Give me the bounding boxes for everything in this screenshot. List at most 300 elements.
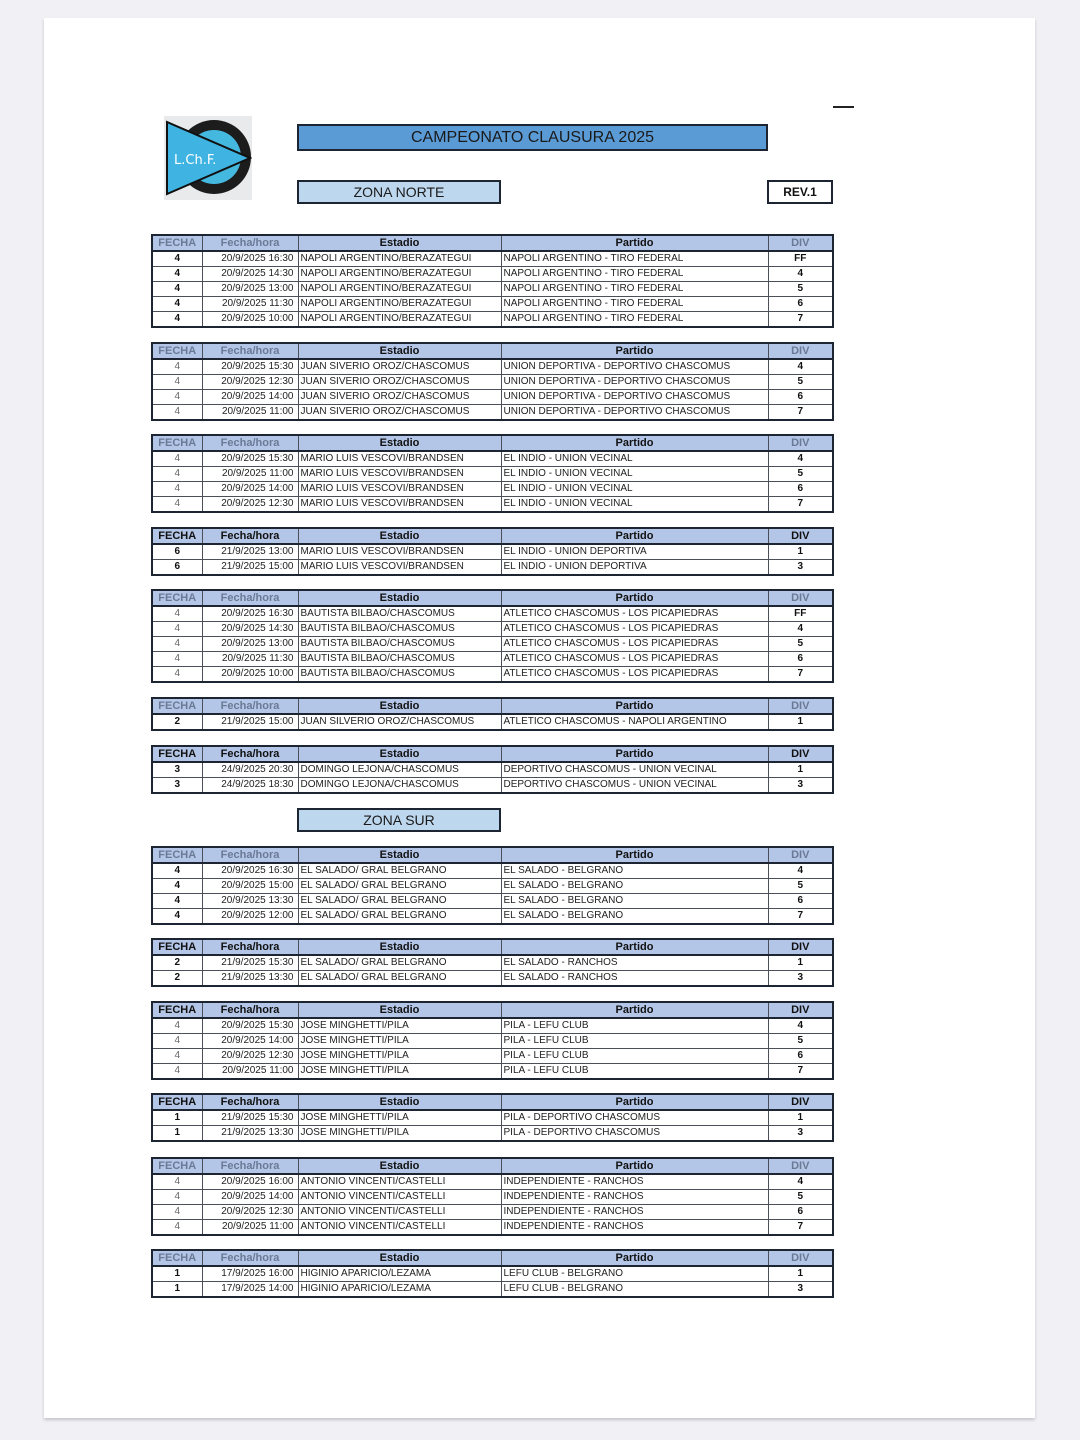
column-header-fecha: FECHA <box>152 528 202 544</box>
column-header-fecha-hora: Fecha/hora <box>202 435 298 451</box>
cell-estadio: MARIO LUIS VESCOVI/BRANDSEN <box>298 467 501 482</box>
column-header-fecha: FECHA <box>152 435 202 451</box>
table-row <box>152 451 833 467</box>
cell-estadio: JUAN SIVERIO OROZ/CHASCOMUS <box>298 359 501 375</box>
cell-partido: EL INDIO - UNION VECINAL <box>501 497 768 513</box>
schedule-table <box>151 938 834 987</box>
cell-div: 5 <box>768 879 833 894</box>
schedule-table <box>151 342 834 421</box>
cell-div: 5 <box>768 1190 833 1205</box>
schedule-table <box>151 1249 834 1298</box>
cell-fecha-hora: 20/9/2025 14:00 <box>202 482 298 497</box>
column-header-fecha: FECHA <box>152 746 202 762</box>
cell-estadio: EL SALADO/ GRAL BELGRANO <box>298 955 501 971</box>
cell-partido: EL SALADO - BELGRANO <box>501 909 768 925</box>
cell-partido: INDEPENDIENTE - RANCHOS <box>501 1220 768 1236</box>
table-row <box>152 467 833 482</box>
cell-fecha-hora: 20/9/2025 12:30 <box>202 1049 298 1064</box>
cell-fecha: 4 <box>152 637 202 652</box>
column-header-fecha: FECHA <box>152 1094 202 1110</box>
cell-partido: NAPOLI ARGENTINO - TIRO FEDERAL <box>501 282 768 297</box>
cell-estadio: MARIO LUIS VESCOVI/BRANDSEN <box>298 544 501 560</box>
cell-partido: NAPOLI ARGENTINO - TIRO FEDERAL <box>501 267 768 282</box>
cell-fecha-hora: 21/9/2025 15:00 <box>202 714 298 730</box>
table-row <box>152 1018 833 1034</box>
table-row <box>152 714 833 730</box>
cell-estadio: BAUTISTA BILBAO/CHASCOMUS <box>298 637 501 652</box>
cell-estadio: ANTONIO VINCENTI/CASTELLI <box>298 1205 501 1220</box>
table-header-row <box>152 1094 833 1110</box>
cell-estadio: JOSE MINGHETTI/PILA <box>298 1126 501 1142</box>
cell-fecha-hora: 20/9/2025 12:00 <box>202 909 298 925</box>
cell-partido: ATLETICO CHASCOMUS - NAPOLI ARGENTINO <box>501 714 768 730</box>
table-header-row <box>152 698 833 714</box>
column-header-partido: Partido <box>501 235 768 251</box>
table-row <box>152 359 833 375</box>
column-header-fecha: FECHA <box>152 343 202 359</box>
cell-fecha-hora: 20/9/2025 15:30 <box>202 451 298 467</box>
column-header-div: DIV <box>768 847 833 863</box>
cell-div: 6 <box>768 482 833 497</box>
cell-div: 4 <box>768 267 833 282</box>
cell-estadio: JUAN SIVERIO OROZ/CHASCOMUS <box>298 375 501 390</box>
table-row <box>152 606 833 622</box>
cell-fecha-hora: 20/9/2025 15:30 <box>202 1018 298 1034</box>
cell-partido: EL INDIO - UNION DEPORTIVA <box>501 560 768 576</box>
schedule-table <box>151 234 834 328</box>
cell-fecha-hora: 20/9/2025 16:30 <box>202 251 298 267</box>
cell-partido: LEFU CLUB - BELGRANO <box>501 1266 768 1282</box>
column-header-fecha-hora: Fecha/hora <box>202 1250 298 1266</box>
cell-div: 7 <box>768 312 833 328</box>
cell-fecha: 4 <box>152 652 202 667</box>
cell-fecha: 2 <box>152 714 202 730</box>
column-header-fecha-hora: Fecha/hora <box>202 343 298 359</box>
cell-estadio: MARIO LUIS VESCOVI/BRANDSEN <box>298 497 501 513</box>
cell-partido: NAPOLI ARGENTINO - TIRO FEDERAL <box>501 297 768 312</box>
cell-estadio: JOSE MINGHETTI/PILA <box>298 1034 501 1049</box>
cell-div: FF <box>768 251 833 267</box>
column-header-div: DIV <box>768 1002 833 1018</box>
column-header-div: DIV <box>768 590 833 606</box>
table-row <box>152 637 833 652</box>
cell-fecha-hora: 17/9/2025 14:00 <box>202 1282 298 1298</box>
cell-fecha-hora: 20/9/2025 12:30 <box>202 375 298 390</box>
table-row <box>152 251 833 267</box>
table-header-row <box>152 1158 833 1174</box>
cell-partido: EL INDIO - UNION VECINAL <box>501 482 768 497</box>
cell-fecha: 1 <box>152 1126 202 1142</box>
cell-fecha: 6 <box>152 544 202 560</box>
cell-div: 4 <box>768 359 833 375</box>
table-row <box>152 497 833 513</box>
cell-partido: EL SALADO - BELGRANO <box>501 863 768 879</box>
cell-estadio: JOSE MINGHETTI/PILA <box>298 1064 501 1080</box>
schedule-table <box>151 745 834 794</box>
table-header-row <box>152 1002 833 1018</box>
cell-div: 5 <box>768 467 833 482</box>
schedule-table <box>151 1157 834 1236</box>
cell-div: 7 <box>768 405 833 421</box>
cell-estadio: DOMINGO LEJONA/CHASCOMUS <box>298 762 501 778</box>
table-row <box>152 1110 833 1126</box>
cell-div: 1 <box>768 544 833 560</box>
cell-div: 4 <box>768 1018 833 1034</box>
zone-sur-label: ZONA SUR <box>297 808 501 832</box>
cell-estadio: BAUTISTA BILBAO/CHASCOMUS <box>298 652 501 667</box>
cell-partido: PILA - LEFU CLUB <box>501 1018 768 1034</box>
cell-fecha: 4 <box>152 606 202 622</box>
cell-fecha: 4 <box>152 467 202 482</box>
column-header-partido: Partido <box>501 343 768 359</box>
cell-fecha: 4 <box>152 451 202 467</box>
table-header-row <box>152 847 833 863</box>
cell-fecha: 4 <box>152 1064 202 1080</box>
cell-partido: ATLETICO CHASCOMUS - LOS PICAPIEDRAS <box>501 606 768 622</box>
cell-fecha: 4 <box>152 1018 202 1034</box>
cell-fecha: 1 <box>152 1110 202 1126</box>
cell-partido: EL INDIO - UNION DEPORTIVA <box>501 544 768 560</box>
cell-div: FF <box>768 606 833 622</box>
column-header-partido: Partido <box>501 698 768 714</box>
column-header-estadio: Estadio <box>298 1094 501 1110</box>
table-header-row <box>152 746 833 762</box>
cell-fecha-hora: 20/9/2025 10:00 <box>202 312 298 328</box>
cell-div: 3 <box>768 1126 833 1142</box>
table-header-row <box>152 435 833 451</box>
cell-div: 4 <box>768 622 833 637</box>
cell-estadio: BAUTISTA BILBAO/CHASCOMUS <box>298 667 501 683</box>
cell-estadio: NAPOLI ARGENTINO/BERAZATEGUI <box>298 282 501 297</box>
column-header-fecha: FECHA <box>152 939 202 955</box>
column-header-div: DIV <box>768 1094 833 1110</box>
cell-fecha: 6 <box>152 560 202 576</box>
table-row <box>152 1282 833 1298</box>
cell-estadio: HIGINIO APARICIO/LEZAMA <box>298 1266 501 1282</box>
column-header-estadio: Estadio <box>298 528 501 544</box>
column-header-estadio: Estadio <box>298 1158 501 1174</box>
cell-estadio: NAPOLI ARGENTINO/BERAZATEGUI <box>298 251 501 267</box>
cell-estadio: EL SALADO/ GRAL BELGRANO <box>298 971 501 987</box>
cell-div: 6 <box>768 297 833 312</box>
cell-div: 5 <box>768 637 833 652</box>
column-header-partido: Partido <box>501 435 768 451</box>
column-header-fecha: FECHA <box>152 590 202 606</box>
column-header-fecha-hora: Fecha/hora <box>202 1094 298 1110</box>
cell-estadio: MARIO LUIS VESCOVI/BRANDSEN <box>298 560 501 576</box>
column-header-div: DIV <box>768 343 833 359</box>
cell-fecha: 4 <box>152 1174 202 1190</box>
cell-fecha: 4 <box>152 251 202 267</box>
column-header-fecha: FECHA <box>152 1250 202 1266</box>
cell-fecha-hora: 20/9/2025 11:30 <box>202 652 298 667</box>
cell-partido: EL SALADO - BELGRANO <box>501 894 768 909</box>
cell-partido: DEPORTIVO CHASCOMUS - UNION VECINAL <box>501 762 768 778</box>
cell-div: 6 <box>768 390 833 405</box>
column-header-fecha-hora: Fecha/hora <box>202 698 298 714</box>
column-header-partido: Partido <box>501 746 768 762</box>
cell-div: 7 <box>768 1064 833 1080</box>
cell-fecha-hora: 20/9/2025 14:00 <box>202 1190 298 1205</box>
cell-fecha-hora: 20/9/2025 15:30 <box>202 359 298 375</box>
column-header-estadio: Estadio <box>298 235 501 251</box>
cell-fecha-hora: 20/9/2025 11:00 <box>202 1220 298 1236</box>
cell-div: 1 <box>768 1110 833 1126</box>
column-header-estadio: Estadio <box>298 1250 501 1266</box>
table-row <box>152 909 833 925</box>
cell-fecha-hora: 20/9/2025 14:00 <box>202 390 298 405</box>
table-row <box>152 1064 833 1080</box>
table-row <box>152 1220 833 1236</box>
schedule-table <box>151 1093 834 1142</box>
column-header-fecha: FECHA <box>152 847 202 863</box>
cell-estadio: BAUTISTA BILBAO/CHASCOMUS <box>298 606 501 622</box>
table-header-row <box>152 343 833 359</box>
column-header-estadio: Estadio <box>298 590 501 606</box>
cell-partido: UNION DEPORTIVA - DEPORTIVO CHASCOMUS <box>501 390 768 405</box>
cell-estadio: NAPOLI ARGENTINO/BERAZATEGUI <box>298 267 501 282</box>
cell-fecha-hora: 20/9/2025 16:00 <box>202 1174 298 1190</box>
cell-partido: PILA - LEFU CLUB <box>501 1049 768 1064</box>
cell-fecha: 4 <box>152 1034 202 1049</box>
column-header-estadio: Estadio <box>298 435 501 451</box>
column-header-estadio: Estadio <box>298 847 501 863</box>
column-header-partido: Partido <box>501 1158 768 1174</box>
cell-estadio: ANTONIO VINCENTI/CASTELLI <box>298 1220 501 1236</box>
column-header-div: DIV <box>768 528 833 544</box>
cell-div: 6 <box>768 1205 833 1220</box>
column-header-partido: Partido <box>501 939 768 955</box>
cell-fecha: 4 <box>152 405 202 421</box>
cell-estadio: EL SALADO/ GRAL BELGRANO <box>298 894 501 909</box>
cell-estadio: JUAN SIVERIO OROZ/CHASCOMUS <box>298 390 501 405</box>
league-logo <box>164 116 252 200</box>
cell-fecha-hora: 20/9/2025 14:00 <box>202 1034 298 1049</box>
cell-partido: EL INDIO - UNION VECINAL <box>501 451 768 467</box>
column-header-fecha-hora: Fecha/hora <box>202 1158 298 1174</box>
cell-partido: INDEPENDIENTE - RANCHOS <box>501 1205 768 1220</box>
cell-fecha-hora: 20/9/2025 13:30 <box>202 894 298 909</box>
cell-div: 7 <box>768 497 833 513</box>
table-row <box>152 1049 833 1064</box>
column-header-fecha-hora: Fecha/hora <box>202 939 298 955</box>
table-row <box>152 863 833 879</box>
table-row <box>152 375 833 390</box>
page-dash-mark <box>833 106 854 108</box>
cell-div: 4 <box>768 863 833 879</box>
table-row <box>152 894 833 909</box>
cell-fecha: 4 <box>152 879 202 894</box>
table-row <box>152 482 833 497</box>
table-row <box>152 955 833 971</box>
cell-fecha: 4 <box>152 390 202 405</box>
table-row <box>152 1205 833 1220</box>
cell-estadio: JOSE MINGHETTI/PILA <box>298 1049 501 1064</box>
table-header-row <box>152 235 833 251</box>
cell-fecha: 4 <box>152 375 202 390</box>
cell-estadio: BAUTISTA BILBAO/CHASCOMUS <box>298 622 501 637</box>
schedule-table <box>151 697 834 731</box>
column-header-fecha-hora: Fecha/hora <box>202 746 298 762</box>
cell-div: 5 <box>768 282 833 297</box>
cell-partido: ATLETICO CHASCOMUS - LOS PICAPIEDRAS <box>501 652 768 667</box>
cell-div: 5 <box>768 375 833 390</box>
table-row <box>152 544 833 560</box>
cell-fecha: 2 <box>152 955 202 971</box>
cell-estadio: JOSE MINGHETTI/PILA <box>298 1018 501 1034</box>
cell-fecha-hora: 20/9/2025 14:30 <box>202 622 298 637</box>
table-header-row <box>152 1250 833 1266</box>
cell-estadio: EL SALADO/ GRAL BELGRANO <box>298 879 501 894</box>
cell-partido: UNION DEPORTIVA - DEPORTIVO CHASCOMUS <box>501 359 768 375</box>
cell-fecha: 4 <box>152 1049 202 1064</box>
cell-fecha: 4 <box>152 863 202 879</box>
column-header-div: DIV <box>768 435 833 451</box>
column-header-estadio: Estadio <box>298 746 501 762</box>
cell-div: 4 <box>768 451 833 467</box>
table-row <box>152 762 833 778</box>
table-row <box>152 1126 833 1142</box>
cell-fecha-hora: 24/9/2025 20:30 <box>202 762 298 778</box>
cell-fecha: 4 <box>152 622 202 637</box>
column-header-fecha: FECHA <box>152 235 202 251</box>
cell-partido: EL SALADO - RANCHOS <box>501 955 768 971</box>
table-row <box>152 297 833 312</box>
column-header-fecha-hora: Fecha/hora <box>202 590 298 606</box>
cell-div: 3 <box>768 778 833 794</box>
cell-div: 3 <box>768 560 833 576</box>
column-header-fecha-hora: Fecha/hora <box>202 528 298 544</box>
cell-fecha-hora: 20/9/2025 16:30 <box>202 863 298 879</box>
cell-estadio: JOSE MINGHETTI/PILA <box>298 1110 501 1126</box>
cell-fecha-hora: 20/9/2025 10:00 <box>202 667 298 683</box>
cell-estadio: HIGINIO APARICIO/LEZAMA <box>298 1282 501 1298</box>
cell-partido: NAPOLI ARGENTINO - TIRO FEDERAL <box>501 312 768 328</box>
cell-fecha: 4 <box>152 1220 202 1236</box>
cell-partido: ATLETICO CHASCOMUS - LOS PICAPIEDRAS <box>501 637 768 652</box>
table-header-row <box>152 590 833 606</box>
cell-estadio: EL SALADO/ GRAL BELGRANO <box>298 909 501 925</box>
cell-partido: INDEPENDIENTE - RANCHOS <box>501 1190 768 1205</box>
cell-fecha: 4 <box>152 359 202 375</box>
logo-text: L.Ch.F. <box>174 153 217 168</box>
cell-partido: EL INDIO - UNION VECINAL <box>501 467 768 482</box>
cell-div: 6 <box>768 894 833 909</box>
cell-div: 1 <box>768 762 833 778</box>
table-row <box>152 1174 833 1190</box>
cell-partido: PILA - DEPORTIVO CHASCOMUS <box>501 1110 768 1126</box>
cell-fecha-hora: 21/9/2025 15:00 <box>202 560 298 576</box>
cell-fecha: 1 <box>152 1266 202 1282</box>
schedule-table <box>151 1001 834 1080</box>
cell-estadio: ANTONIO VINCENTI/CASTELLI <box>298 1174 501 1190</box>
column-header-partido: Partido <box>501 590 768 606</box>
cell-partido: PILA - LEFU CLUB <box>501 1034 768 1049</box>
column-header-fecha: FECHA <box>152 1158 202 1174</box>
championship-title: CAMPEONATO CLAUSURA 2025 <box>297 124 768 151</box>
table-row <box>152 622 833 637</box>
cell-div: 4 <box>768 1174 833 1190</box>
table-row <box>152 560 833 576</box>
cell-estadio: DOMINGO LEJONA/CHASCOMUS <box>298 778 501 794</box>
schedule-table <box>151 527 834 576</box>
cell-div: 1 <box>768 1266 833 1282</box>
cell-partido: EL SALADO - RANCHOS <box>501 971 768 987</box>
cell-fecha: 2 <box>152 971 202 987</box>
cell-fecha-hora: 20/9/2025 14:30 <box>202 267 298 282</box>
cell-fecha: 4 <box>152 282 202 297</box>
column-header-partido: Partido <box>501 1002 768 1018</box>
column-header-div: DIV <box>768 698 833 714</box>
cell-partido: PILA - DEPORTIVO CHASCOMUS <box>501 1126 768 1142</box>
cell-estadio: NAPOLI ARGENTINO/BERAZATEGUI <box>298 312 501 328</box>
cell-partido: UNION DEPORTIVA - DEPORTIVO CHASCOMUS <box>501 375 768 390</box>
cell-partido: UNION DEPORTIVA - DEPORTIVO CHASCOMUS <box>501 405 768 421</box>
column-header-div: DIV <box>768 1250 833 1266</box>
table-header-row <box>152 528 833 544</box>
cell-fecha-hora: 20/9/2025 12:30 <box>202 497 298 513</box>
table-header-row <box>152 939 833 955</box>
table-row <box>152 667 833 683</box>
cell-fecha-hora: 20/9/2025 15:00 <box>202 879 298 894</box>
column-header-estadio: Estadio <box>298 939 501 955</box>
cell-fecha-hora: 24/9/2025 18:30 <box>202 778 298 794</box>
cell-div: 6 <box>768 652 833 667</box>
cell-fecha: 4 <box>152 267 202 282</box>
column-header-partido: Partido <box>501 1094 768 1110</box>
cell-partido: EL SALADO - BELGRANO <box>501 879 768 894</box>
cell-fecha: 4 <box>152 1190 202 1205</box>
column-header-div: DIV <box>768 939 833 955</box>
column-header-fecha-hora: Fecha/hora <box>202 235 298 251</box>
cell-fecha-hora: 20/9/2025 11:30 <box>202 297 298 312</box>
schedule-table <box>151 589 834 683</box>
cell-estadio: MARIO LUIS VESCOVI/BRANDSEN <box>298 482 501 497</box>
cell-fecha: 4 <box>152 312 202 328</box>
cell-fecha-hora: 20/9/2025 11:00 <box>202 1064 298 1080</box>
cell-fecha: 4 <box>152 482 202 497</box>
schedule-table <box>151 434 834 513</box>
table-row <box>152 390 833 405</box>
cell-fecha-hora: 21/9/2025 13:30 <box>202 1126 298 1142</box>
cell-div: 3 <box>768 971 833 987</box>
revision-label: REV.1 <box>767 180 833 204</box>
column-header-fecha: FECHA <box>152 698 202 714</box>
cell-fecha: 4 <box>152 1205 202 1220</box>
cell-fecha-hora: 20/9/2025 11:00 <box>202 467 298 482</box>
cell-estadio: NAPOLI ARGENTINO/BERAZATEGUI <box>298 297 501 312</box>
cell-fecha: 4 <box>152 297 202 312</box>
cell-fecha: 3 <box>152 778 202 794</box>
cell-fecha-hora: 21/9/2025 15:30 <box>202 1110 298 1126</box>
cell-div: 3 <box>768 1282 833 1298</box>
column-header-estadio: Estadio <box>298 343 501 359</box>
column-header-partido: Partido <box>501 847 768 863</box>
cell-div: 7 <box>768 1220 833 1236</box>
table-row <box>152 405 833 421</box>
cell-fecha-hora: 20/9/2025 11:00 <box>202 405 298 421</box>
table-row <box>152 312 833 328</box>
table-row <box>152 282 833 297</box>
cell-div: 1 <box>768 955 833 971</box>
table-row <box>152 778 833 794</box>
cell-partido: LEFU CLUB - BELGRANO <box>501 1282 768 1298</box>
cell-fecha: 1 <box>152 1282 202 1298</box>
cell-fecha: 3 <box>152 762 202 778</box>
cell-fecha: 4 <box>152 894 202 909</box>
cell-fecha-hora: 20/9/2025 13:00 <box>202 637 298 652</box>
column-header-div: DIV <box>768 1158 833 1174</box>
